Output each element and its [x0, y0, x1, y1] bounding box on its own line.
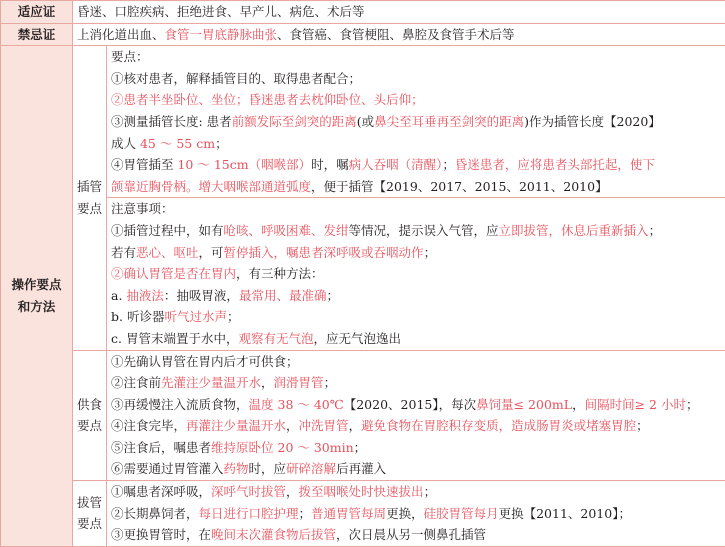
text-segment: ④注食完毕，	[111, 418, 186, 433]
highlighted-text: 先灌注少量温开水	[161, 375, 261, 390]
text-segment: 【2020、2015】，每次	[344, 397, 476, 412]
highlighted-text: 研碎溶解	[286, 461, 336, 476]
content-line	[77, 24, 721, 46]
content-line	[111, 176, 721, 198]
section-title-line: 要点	[73, 415, 106, 437]
content-line	[111, 524, 721, 546]
text-segment: ①核对患者，解释插管目的、取得患者配合；	[111, 71, 361, 86]
operation-row	[1, 481, 725, 547]
highlighted-text: 拨至咽喉处时快速拔出	[299, 484, 424, 499]
section-title-line: 要点	[73, 513, 106, 535]
text-segment: ，	[572, 397, 585, 412]
operation-row	[1, 350, 725, 481]
indications-row	[1, 1, 725, 24]
text-segment: ；	[227, 309, 240, 324]
section-title-line: 拔管	[73, 492, 106, 514]
contraindications-header: 禁忌证	[1, 23, 73, 46]
content-line	[111, 263, 721, 285]
text-segment: 上消化道出血、	[77, 27, 165, 42]
highlighted-text: 冲洗胃管	[299, 418, 349, 433]
operation-row	[1, 46, 725, 198]
content-line	[111, 111, 721, 133]
highlighted-text: 避免食物在胃腔积存变质，造成肠胃炎或堵塞胃腔	[361, 418, 636, 433]
text-segment: 要点：	[111, 49, 149, 64]
operation-row	[1, 198, 725, 350]
highlighted-text: 抽液法	[126, 288, 164, 303]
text-segment: ②注食前	[111, 375, 161, 390]
indications-content	[73, 1, 725, 24]
highlighted-text: 颌靠近胸骨柄。增大咽喉部通道弧度	[111, 179, 311, 194]
highlighted-text: 间隔时间≥ 2 小时	[585, 397, 686, 412]
text-segment: ③再缓慢注入流质食物，	[111, 397, 249, 412]
content-line	[111, 415, 721, 437]
highlighted-text: 最常用、最准确	[239, 288, 327, 303]
text-segment: 若有	[111, 245, 136, 260]
text-segment: ；	[299, 506, 312, 521]
highlighted-text: 去枕仰卧位、头后仰；	[299, 92, 424, 107]
text-segment: 注意事项：	[111, 201, 174, 216]
text-segment: a.	[111, 288, 126, 303]
content-line	[111, 68, 721, 90]
highlighted-text: ②患者	[111, 92, 149, 107]
text-segment: ；	[215, 136, 228, 151]
text-segment: 更换，	[386, 506, 424, 521]
section-title	[73, 481, 107, 547]
section-content	[107, 198, 725, 350]
text-segment: 成人	[111, 136, 140, 151]
section-title	[73, 46, 107, 350]
text-segment: ①嘱患者深呼吸，	[111, 484, 211, 499]
highlighted-text: 恶心、呕吐	[136, 245, 199, 260]
text-segment: ：抽吸胃液，	[164, 288, 239, 303]
operation-header-line: 操作要点	[5, 274, 68, 296]
section-content	[107, 46, 725, 198]
text-segment: 、食管癌、食管梗阻、鼻腔及食管手术后等	[277, 27, 515, 42]
text-segment: ②长期鼻饲者，	[111, 506, 199, 521]
content-line	[111, 458, 721, 480]
text-segment: ，	[261, 375, 274, 390]
highlighted-text: 食管一胃底静脉曲张	[165, 27, 278, 42]
text-segment: ⑥需要通过胃管灌入	[111, 461, 224, 476]
content-line	[111, 89, 721, 111]
highlighted-text: 润滑胃管	[274, 375, 324, 390]
content-line	[111, 503, 721, 525]
text-segment: ；	[354, 440, 367, 455]
content-line	[111, 437, 721, 459]
text-segment: ；	[326, 288, 339, 303]
highlighted-text: ②	[111, 266, 124, 281]
highlighted-text: 呛咳、呼吸困难、发绀	[224, 223, 349, 238]
text-segment: ；	[424, 245, 437, 260]
content-line	[111, 46, 721, 68]
text-segment: ；	[442, 157, 455, 172]
text-segment: 更换【2011、2010】；	[499, 506, 631, 521]
text-segment: 昏迷、口腔疾病、拒绝进食、早产儿、病危、术后等	[77, 4, 365, 19]
text-segment: ；	[424, 484, 437, 499]
highlighted-text: 温度 38 ～ 40℃	[249, 397, 344, 412]
highlighted-text: 再灌注少量温开水	[186, 418, 286, 433]
content-line	[111, 481, 721, 503]
content-line	[111, 154, 721, 176]
highlighted-text: 半坐卧位、坐位	[149, 92, 237, 107]
text-segment: ①插管过程中，如有	[111, 223, 224, 238]
highlighted-text: 观察有无气泡	[238, 331, 313, 346]
text-segment: 后再灌入	[336, 461, 386, 476]
section-content	[107, 481, 725, 547]
text-segment: ，可	[199, 245, 224, 260]
text-segment: ，有三种方法：	[236, 266, 324, 281]
text-segment: 时，嘱	[311, 157, 349, 172]
text-segment: (或	[357, 114, 374, 129]
highlighted-text: 暂停插入，嘱患者深呼吸或吞咽动作	[224, 245, 424, 260]
content-line	[111, 285, 721, 307]
highlighted-text: ；	[236, 92, 249, 107]
content-line	[111, 242, 721, 264]
content-line	[111, 133, 721, 155]
indications-header: 适应证	[1, 1, 73, 24]
content-line	[77, 1, 721, 23]
highlighted-text: 深呼气时拔管	[211, 484, 286, 499]
highlighted-text: 普通胃管每周	[311, 506, 386, 521]
content-line	[111, 198, 721, 220]
highlighted-text: 药物	[224, 461, 249, 476]
text-segment: ；	[686, 397, 699, 412]
highlighted-text: 10 ～ 15cm（咽喉部）	[177, 157, 311, 172]
highlighted-text: 硅胶胃管每月	[424, 506, 499, 521]
highlighted-text: 病人吞咽（清醒）	[349, 157, 443, 172]
contraindications-row	[1, 23, 725, 46]
text-segment: ③测量插管长度: 患者	[111, 114, 232, 129]
text-segment: ，应无气泡逸出	[313, 331, 401, 346]
highlighted-text: 确认胃管是否在胃内	[124, 266, 237, 281]
highlighted-text: 前额发际至剑突的距离	[232, 114, 357, 129]
highlighted-text: 昏迷患者	[249, 92, 299, 107]
text-segment: )作为插管长度【2020】	[524, 114, 661, 129]
highlighted-text: 听气过水声	[164, 309, 227, 324]
content-line	[111, 306, 721, 328]
highlighted-text: 晚间末次灌食物后拔管	[211, 527, 336, 542]
content-line	[111, 220, 721, 242]
text-segment: b. 听诊器	[111, 309, 164, 324]
operation-header-line: 和方法	[5, 296, 68, 318]
content-line	[111, 351, 721, 373]
highlighted-text: 鼻尖至耳垂再至剑突的距离	[374, 114, 524, 129]
text-segment: 时，应	[249, 461, 287, 476]
highlighted-text: 立即拔管，休息后重新插入	[499, 223, 649, 238]
section-title	[73, 350, 107, 481]
text-segment: ，	[349, 418, 362, 433]
text-segment: 等情况，提示误入气管，应	[349, 223, 499, 238]
highlighted-text: 45 ～ 55 cm	[140, 136, 215, 151]
section-title-line: 供食	[73, 394, 106, 416]
text-segment: ；	[324, 375, 337, 390]
text-segment: ⑤注食后，嘱患者	[111, 440, 211, 455]
highlighted-text: 昏迷患者，应将患者头部托起，使下	[455, 157, 655, 172]
text-segment: ④胃管插至	[111, 157, 177, 172]
contraindications-content	[73, 23, 725, 46]
section-content	[107, 350, 725, 481]
operation-header	[1, 46, 73, 547]
section-title-line: 要点	[73, 198, 106, 220]
text-segment: c. 胃管末端置于水中，	[111, 331, 238, 346]
highlighted-text: 鼻饲量≤ 200mL	[476, 397, 572, 412]
text-segment: ；	[649, 223, 662, 238]
content-line	[111, 394, 721, 416]
text-segment: ；	[636, 418, 649, 433]
text-segment: ①先确认胃管在胃内后才可供食；	[111, 354, 299, 369]
section-title-line: 插管	[73, 176, 106, 198]
text-segment: ，	[286, 418, 299, 433]
highlighted-text: 维持原卧位 20 ～ 30min	[211, 440, 354, 455]
text-segment: ，次日晨从另一侧鼻孔插管	[336, 527, 486, 542]
text-segment: ，	[286, 484, 299, 499]
highlighted-text: 每日进行口腔护理	[199, 506, 299, 521]
text-segment: ③更换胃管时，在	[111, 527, 211, 542]
content-line	[111, 372, 721, 394]
text-segment: ，便于插管【2019、2017、2015、2011、2010】	[311, 179, 608, 194]
content-line	[111, 328, 721, 350]
